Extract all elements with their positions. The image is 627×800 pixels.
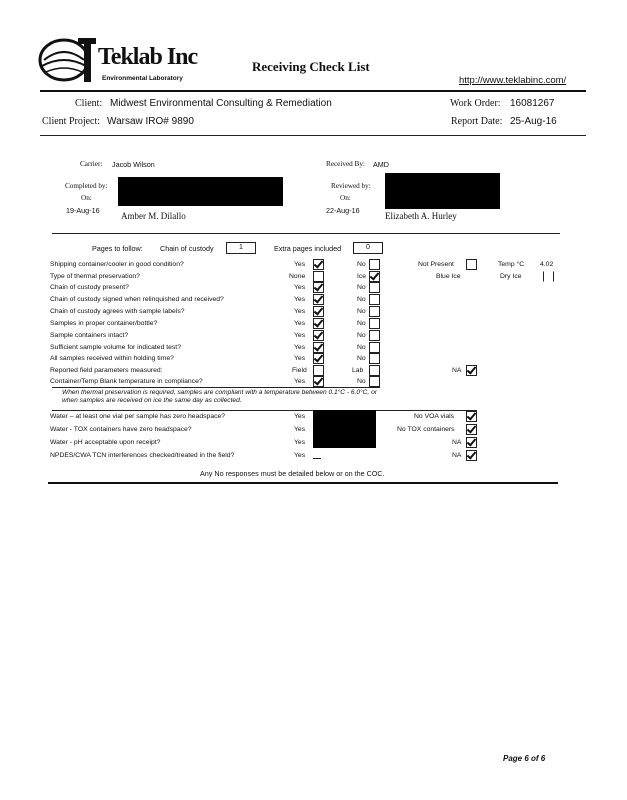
yes-checkbox[interactable] [313,365,324,376]
water-question-label: Water - TOX containers have zero headspace? [50,426,192,433]
project-value: Warsaw IRO# 9890 [107,116,194,127]
water-right-label: No TOX containers [397,426,455,433]
yes-option-label: Yes [294,261,306,268]
received-by-label: Received By: [326,160,365,168]
note-rule [52,410,477,411]
info-rule [40,135,586,136]
pages-follow-label: Pages to follow: [92,244,143,253]
project-label: Client Project: [42,116,101,127]
water-question-label: Water – at least one vial per sample has zero headspace? [50,413,226,420]
water-question-label: Water - pH acceptable upon receipt? [50,439,161,446]
reviewed-on-label: On: [340,194,351,202]
blue-ice-label: Blue Ice [436,273,461,280]
thermal-preservation-note: When thermal preservation is required, samples are compliant with a temperature between 0.1°C - 6.0°C, or when samples are received on ice the same day as collected. [62,389,377,404]
water-yes-label: Yes [294,426,306,433]
yes-checkbox[interactable] [313,353,324,364]
no-checkbox[interactable] [369,306,380,317]
water-right-checkbox[interactable] [466,424,477,435]
no-option-label: No [357,355,366,362]
footer-note: Any No responses must be detailed below or on the COC. [200,469,385,478]
no-option-label: No [357,378,366,385]
yes-checkbox[interactable] [313,294,324,305]
no-checkbox[interactable] [369,330,380,341]
question-label: Sample containers intact? [50,332,129,339]
question-label: All samples received within holding time? [50,355,174,362]
yes-checkbox[interactable] [313,282,324,293]
completed-name: Amber M. Dilallo [121,211,186,221]
yes-option-label: Yes [294,332,306,339]
no-checkbox[interactable] [369,376,380,387]
water-yes-label: Yes [294,452,306,459]
yes-checkbox[interactable] [313,330,324,341]
water-right-checkbox[interactable] [466,411,477,422]
water-right-label: No VOA vials [414,413,455,420]
client-value: Midwest Environmental Consulting & Remediation [110,98,332,109]
temp-value: 4.02 [540,261,554,268]
no-checkbox[interactable] [369,365,380,376]
no-option-label: No [357,284,366,291]
reviewed-signature-redaction [385,173,500,209]
received-by-value: AMD [373,160,389,169]
no-option-label: Lab [352,367,364,374]
logo-tagline: Environmental Laboratory [102,75,183,82]
question-label: Chain of custody agrees with sample labels? [50,308,185,315]
report-date-label: Report Date: [451,116,503,127]
field-params-na-label: NA [452,367,462,374]
yes-option-label: None [289,273,306,280]
water-yes-label: Yes [294,439,306,446]
yes-checkbox[interactable] [313,376,324,387]
yes-option-label: Yes [294,344,306,351]
temp-label: Temp °C [498,261,525,268]
no-option-label: No [357,308,366,315]
website-link[interactable]: http://www.teklabinc.com/ [459,75,567,86]
work-order-label: Work Order: [450,98,501,109]
completed-by-label: Completed by: [65,182,108,190]
work-order-value: 16081267 [510,98,555,109]
yes-checkbox[interactable] [313,259,324,270]
question-label: Container/Temp Blank temperature in compliance? [50,378,203,385]
yes-option-label: Yes [294,378,306,385]
no-option-label: No [357,296,366,303]
carrier-value: Jacob Wilson [112,160,155,169]
question-label: Samples in proper container/bottle? [50,320,158,327]
water-right-label: NA [452,439,462,446]
reviewed-name: Elizabeth A. Hurley [385,211,457,221]
water-question-label: NPDES/CWA TCN interferences checked/treated in the field? [50,452,235,459]
yes-option-label: Yes [294,355,306,362]
signoff-rule [52,233,560,234]
yes-option-label: Field [292,367,307,374]
yes-option-label: Yes [294,296,306,303]
no-checkbox[interactable] [369,318,380,329]
water-right-checkbox[interactable] [466,450,477,461]
client-label: Client: [75,98,103,109]
question-label: Chain of custody present? [50,284,129,291]
no-option-label: No [357,320,366,327]
chain-of-custody-count[interactable]: 1 [226,242,256,254]
no-checkbox[interactable] [369,259,380,270]
extra-pages-count[interactable]: 0 [353,242,383,254]
bottom-rule [48,482,558,484]
reviewed-by-label: Reviewed by: [331,182,371,190]
no-checkbox[interactable] [369,294,380,305]
water-yes-label: Yes [294,413,306,420]
no-option-label: No [357,344,366,351]
question-label: Type of thermal preservation? [50,273,140,280]
no-checkbox[interactable] [369,271,380,282]
no-checkbox[interactable] [369,282,380,293]
blue-ice-checkbox[interactable] [466,271,477,282]
dry-ice-label: Dry Ice [500,273,522,280]
yes-checkbox[interactable] [313,271,324,282]
yes-option-label: Yes [294,320,306,327]
extra-pages-label: Extra pages included [274,244,342,253]
yes-option-label: Yes [294,284,306,291]
water-redaction [313,410,376,448]
no-option-label: No [357,332,366,339]
logo-emblem-icon [38,36,96,84]
teklab-logo [38,36,198,86]
yes-checkbox[interactable] [313,306,324,317]
logo-wordmark: Teklab Inc [98,44,198,70]
chain-of-custody-label: Chain of custody [160,244,214,253]
yes-checkbox[interactable] [313,342,324,353]
completed-date: 19-Aug-16 [66,206,100,215]
no-option-label: No [357,261,366,268]
field-params-na-checkbox[interactable] [466,365,477,376]
water-right-label: NA [452,452,462,459]
question-label: Reported field parameters measured: [50,367,163,374]
water-right-checkbox[interactable] [466,437,477,448]
page-title: Receiving Check List [252,59,370,74]
completed-signature-redaction [118,177,283,206]
yes-option-label: Yes [294,308,306,315]
question-label: Sufficient sample volume for indicated test? [50,344,181,351]
carrier-label: Carrier: [80,160,103,168]
water-yes-line [313,458,321,459]
page-number: Page 6 of 6 [503,754,546,763]
report-date-value: 25-Aug-16 [510,116,557,127]
not-present-checkbox[interactable] [466,259,477,270]
no-checkbox[interactable] [369,353,380,364]
no-checkbox[interactable] [369,342,380,353]
no-option-label: Ice [357,273,367,280]
yes-checkbox[interactable] [313,318,324,329]
header-rule [40,90,586,92]
checklist-rule [52,387,380,388]
reviewed-date: 22-Aug-16 [326,206,360,215]
question-label: Shipping container/cooler in good condition? [50,261,184,268]
dry-ice-checkbox[interactable] [543,271,554,282]
completed-on-label: On: [81,194,92,202]
question-label: Chain of custody signed when relinquished and received? [50,296,224,303]
not-present-label: Not Present [418,261,454,268]
